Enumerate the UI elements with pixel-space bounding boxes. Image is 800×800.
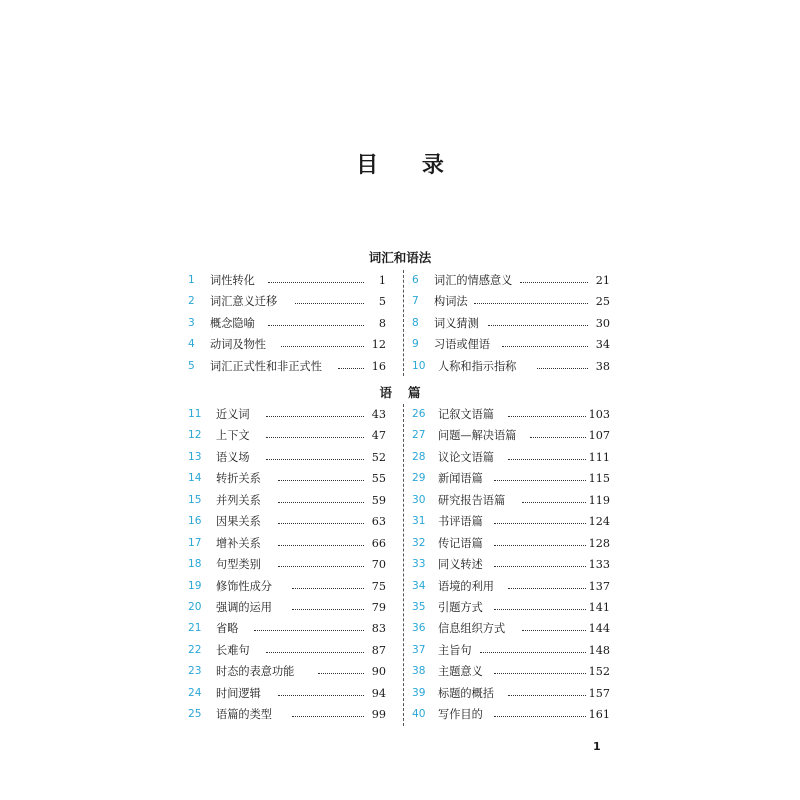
entry-page: 115 [587,468,610,489]
dot-leader [338,368,364,369]
entry-page: 128 [587,533,610,554]
toc-entry[interactable] [188,404,386,425]
entry-title: 并列关系 [216,490,265,511]
toc-entry[interactable] [412,270,610,291]
dot-leader [266,459,364,460]
dot-leader [266,437,364,438]
entry-page: 144 [587,618,610,639]
entry-page: 141 [587,597,610,618]
entry-number: 15 [188,493,202,506]
entry-title: 概念隐喻 [210,313,259,334]
entry-page: 63 [370,511,386,532]
entry-page: 133 [587,554,610,575]
dot-leader [278,695,364,696]
entry-page: 66 [370,533,386,554]
entry-number: 17 [188,536,202,549]
entry-page: 38 [594,356,610,377]
entry-page: 25 [594,291,610,312]
toc-entry[interactable] [188,576,386,597]
dot-leader [494,545,588,546]
entry-page: 99 [370,704,386,725]
entry-number: 10 [412,359,426,372]
dot-leader [494,566,588,567]
entry-title: 问题—解决语篇 [438,425,520,446]
entry-page: 75 [370,576,386,597]
entry-title: 词性转化 [210,270,259,291]
dot-leader [494,609,588,610]
entry-number: 8 [412,316,419,329]
entry-number: 14 [188,472,202,485]
entry-page: 94 [370,683,386,704]
toc-entry[interactable] [188,533,386,554]
toc-entry[interactable] [412,313,610,334]
entry-page: 119 [587,490,610,511]
dot-leader [508,459,588,460]
toc-entry[interactable] [188,356,386,377]
entry-number: 30 [412,493,426,506]
toc-entry[interactable] [188,270,386,291]
entry-page: 59 [370,490,386,511]
entry-page: 152 [587,661,610,682]
entry-page: 55 [370,468,386,489]
entry-title: 构词法 [434,291,472,312]
toc-entry[interactable] [412,468,610,489]
entry-number: 33 [412,558,426,571]
dot-leader [278,545,364,546]
entry-page: 103 [587,404,610,425]
toc-entry[interactable] [188,554,386,575]
entry-title: 新闻语篇 [438,468,487,489]
entry-title: 议论文语篇 [438,447,498,468]
dot-leader [295,303,364,304]
entry-number: 19 [188,579,202,592]
entry-number: 5 [188,359,195,372]
entry-page: 87 [370,640,386,661]
toc-column-vocabulary-right [412,270,610,377]
toc-column-discourse-left [188,404,386,726]
entry-number: 25 [188,708,202,721]
entry-number: 31 [412,515,426,528]
entry-page: 70 [370,554,386,575]
dot-leader [522,630,588,631]
entry-title: 人称和指示指称 [438,356,520,377]
entry-number: 2 [188,295,195,308]
dot-leader [494,480,588,481]
entry-page: 83 [370,618,386,639]
entry-number: 24 [188,686,202,699]
toc-entry[interactable] [188,291,386,312]
entry-title: 词汇意义迁移 [210,291,281,312]
dot-leader [502,346,588,347]
entry-number: 40 [412,708,426,721]
entry-title: 词义猜测 [434,313,483,334]
entry-title: 上下文 [216,425,254,446]
entry-number: 9 [412,338,419,351]
entry-title: 主题意义 [438,661,487,682]
entry-page: 161 [587,704,610,725]
entry-number: 18 [188,558,202,571]
toc-entry[interactable] [412,597,610,618]
toc-entry[interactable] [412,533,610,554]
entry-title: 修饰性成分 [216,576,276,597]
dot-leader [318,673,364,674]
entry-page: 107 [587,425,610,446]
entry-number: 20 [188,600,202,613]
entry-page: 21 [594,270,610,291]
toc-entry[interactable] [188,425,386,446]
toc-column-vocabulary-left [188,270,386,377]
toc-entry[interactable] [412,425,610,446]
entry-title: 省略 [216,618,242,639]
entry-title: 书评语篇 [438,511,487,532]
entry-number: 37 [412,643,426,656]
entry-title: 句型类别 [216,554,265,575]
dot-leader [268,325,364,326]
dot-leader [292,716,364,717]
dot-leader [292,588,364,589]
dot-leader [508,588,588,589]
toc-column-discourse-right [412,404,610,726]
entry-title: 动词及物性 [210,334,270,355]
entry-title: 信息组织方式 [438,618,509,639]
dot-leader [522,502,588,503]
entry-title: 词汇正式性和非正式性 [210,356,326,377]
entry-title: 词汇的情感意义 [434,270,516,291]
toc-entry[interactable] [188,447,386,468]
entry-title: 研究报告语篇 [438,490,509,511]
dot-leader [266,652,364,653]
entry-title: 语篇的类型 [216,704,276,725]
entry-number: 1 [188,274,195,286]
toc-entry[interactable] [188,313,386,334]
entry-title: 长难句 [216,640,254,661]
page-number: 1 [593,740,601,753]
entry-page: 34 [594,334,610,355]
entry-number: 35 [412,600,426,613]
dot-leader [480,652,588,653]
section-title-discourse: 语篇 [379,385,437,400]
toc-entry[interactable] [188,334,386,355]
dot-leader [254,630,364,631]
toc-entry[interactable] [412,576,610,597]
toc-entry[interactable] [412,683,610,704]
entry-title: 转折关系 [216,468,265,489]
entry-page: 148 [587,640,610,661]
toc-entry[interactable] [412,618,610,639]
entry-number: 38 [412,665,426,678]
toc-entry[interactable] [188,490,386,511]
entry-page: 16 [370,356,386,377]
entry-title: 习语或俚语 [434,334,494,355]
entry-page: 52 [370,447,386,468]
entry-title: 主旨句 [438,640,476,661]
toc-entry[interactable] [188,704,386,725]
entry-page: 47 [370,425,386,446]
toc-entry[interactable] [188,511,386,532]
dot-leader [520,282,588,283]
entry-page: 137 [587,576,610,597]
toc-entry[interactable] [188,683,386,704]
entry-number: 27 [412,429,426,442]
toc-entry[interactable] [412,661,610,682]
entry-title: 近义词 [216,404,254,425]
dot-leader [474,303,588,304]
dot-leader [530,437,588,438]
entry-number: 3 [188,316,195,329]
entry-title: 强调的运用 [216,597,276,618]
entry-title: 增补关系 [216,533,265,554]
entry-number: 32 [412,536,426,549]
entry-title: 语义场 [216,447,254,468]
entry-number: 34 [412,579,426,592]
entry-title: 因果关系 [216,511,265,532]
entry-number: 7 [412,295,419,308]
dot-leader [278,502,364,503]
column-divider [403,270,404,376]
entry-number: 36 [412,622,426,635]
toc-entry[interactable] [412,640,610,661]
dot-leader [278,566,364,567]
entry-number: 29 [412,472,426,485]
entry-title: 时间逻辑 [216,683,265,704]
entry-number: 12 [188,429,202,442]
toc-entry[interactable] [412,356,610,377]
entry-page: 30 [594,313,610,334]
entry-number: 22 [188,643,202,656]
entry-page: 124 [587,511,610,532]
entry-title: 引题方式 [438,597,487,618]
entry-page: 90 [370,661,386,682]
toc-entry[interactable] [188,597,386,618]
entry-number: 4 [188,338,195,351]
dot-leader [268,282,364,283]
entry-page: 43 [370,404,386,425]
dot-leader [508,695,588,696]
dot-leader [537,368,588,369]
entry-number: 21 [188,622,202,635]
dot-leader [281,346,364,347]
toc-entry[interactable] [188,468,386,489]
entry-title: 传记语篇 [438,533,487,554]
entry-number: 23 [188,665,202,678]
entry-page: 157 [587,683,610,704]
dot-leader [494,716,588,717]
toc-entry[interactable] [412,404,610,425]
entry-page: 12 [370,334,386,355]
toc-entry[interactable] [188,640,386,661]
entry-number: 26 [412,408,426,420]
entry-title: 同义转述 [438,554,487,575]
dot-leader [292,609,364,610]
entry-number: 6 [412,274,419,286]
dot-leader [488,325,588,326]
toc-entry[interactable] [412,334,610,355]
toc-entry[interactable] [412,704,610,725]
toc-entry[interactable] [188,618,386,639]
entry-number: 11 [188,408,202,420]
toc-entry[interactable] [188,661,386,682]
toc-entry[interactable] [412,511,610,532]
toc-entry[interactable] [412,291,610,312]
dot-leader [266,416,364,417]
toc-entry[interactable] [412,554,610,575]
entry-title: 标题的概括 [438,683,498,704]
dot-leader [508,416,588,417]
dot-leader [494,673,588,674]
entry-title: 时态的表意功能 [216,661,298,682]
entry-page: 5 [377,291,386,312]
dot-leader [278,480,364,481]
column-divider [403,404,404,726]
entry-page: 79 [370,597,386,618]
toc-entry[interactable] [412,490,610,511]
page-title: 目 录 [356,152,462,178]
entry-title: 语境的利用 [438,576,498,597]
entry-page: 8 [377,313,386,334]
dot-leader [494,523,588,524]
entry-number: 16 [188,515,202,528]
entry-number: 13 [188,450,202,463]
entry-title: 写作目的 [438,704,487,725]
section-title-vocabulary-grammar: 词汇和语法 [368,250,432,265]
toc-entry[interactable] [412,447,610,468]
entry-title: 记叙文语篇 [438,404,498,425]
entry-number: 39 [412,686,426,699]
entry-page: 111 [587,447,610,468]
entry-number: 28 [412,450,426,463]
dot-leader [278,523,364,524]
entry-page: 1 [377,270,386,291]
